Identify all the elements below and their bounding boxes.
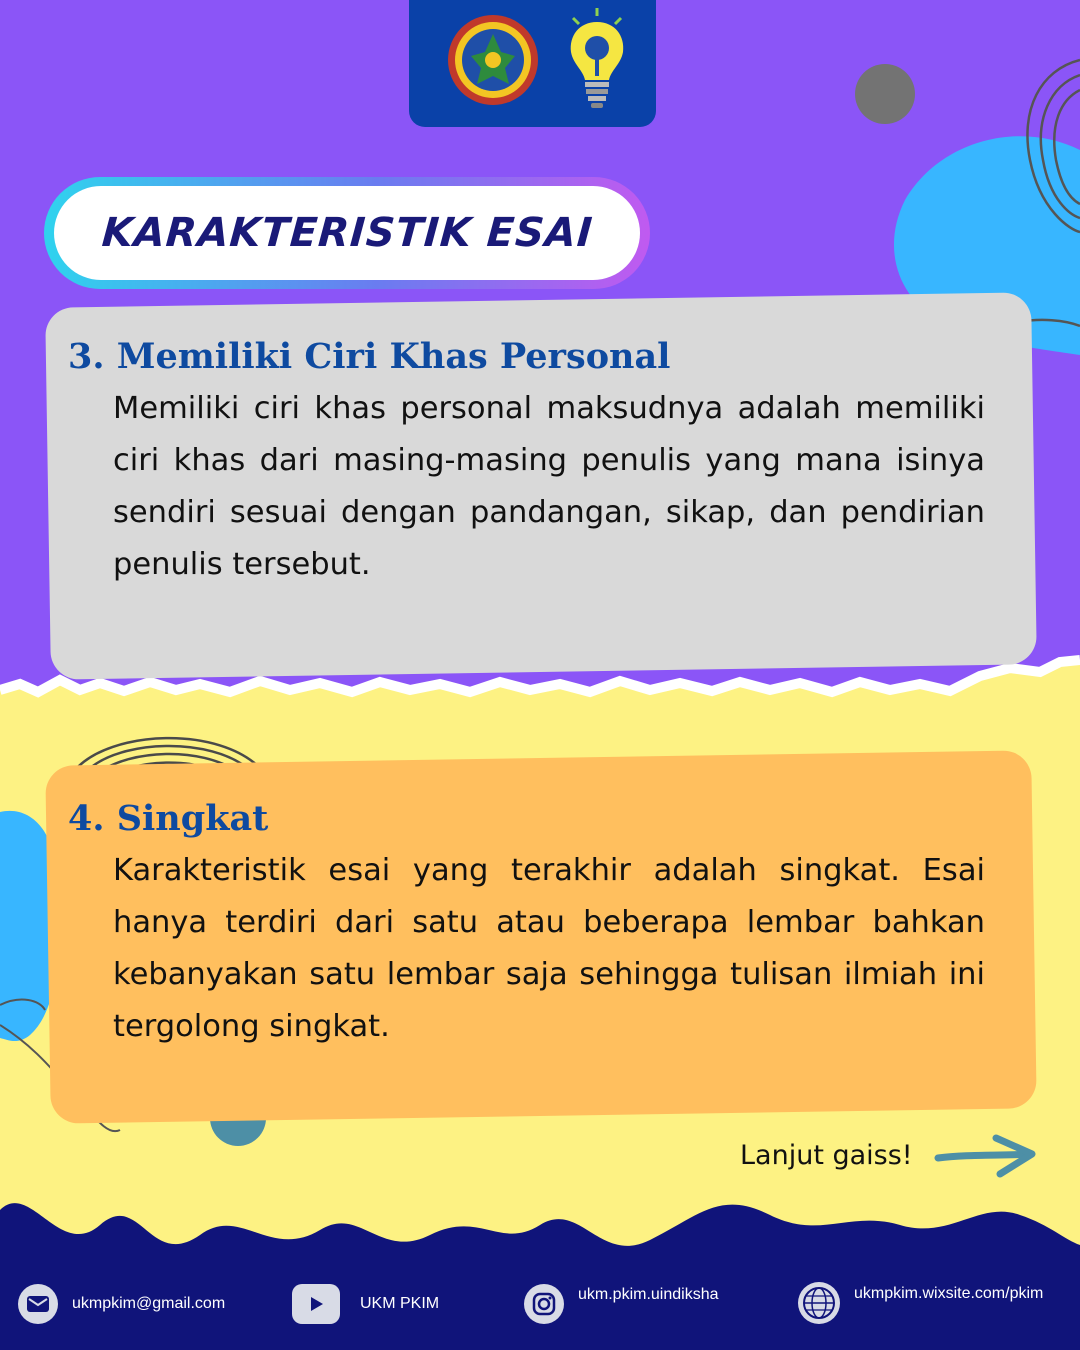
footer-youtube-text: UKM PKIM [360,1295,440,1312]
footer-email-text: ukmpkim@gmail.com [72,1295,226,1312]
page-title: KARAKTERISTIK ESAI [99,210,595,256]
university-logo [445,12,541,108]
section-number: 3. [68,336,105,377]
section-heading: Memiliki Ciri Khas Personal [116,336,671,377]
footer-email[interactable] [18,1284,225,1324]
section-body: Memiliki ciri khas personal maksudnya adalah memiliki ciri khas dari masing-masing penulis yang mana isinya sendiri sesuai dengan pandangan, sikap, dan pendirian penulis tersebut. [113,391,985,582]
next-label[interactable]: Lanjut gaiss! [740,1140,913,1171]
footer-instagram[interactable] [524,1284,719,1324]
globe-icon [798,1282,840,1324]
gray-dot [855,64,915,124]
footer-website-text: ukmpkim.wixsite.com/pkim [854,1285,1044,1302]
instagram-icon [524,1284,564,1324]
footer-website[interactable] [798,1282,1043,1324]
footer-instagram-text: ukm.pkim.uindiksha [578,1286,719,1303]
footer-youtube[interactable] [292,1284,439,1324]
youtube-icon [292,1284,340,1324]
section-number: 4. [68,798,105,839]
section-body: Karakteristik esai yang terakhir adalah singkat. Esai hanya terdiri dari satu atau beberapa lembar bahkan kebanyakan satu lembar saja sehingga tulisan ilmiah ini tergolong singkat. [113,853,985,1044]
lightbulb-logo [561,6,633,114]
title-pill [44,177,650,289]
logo-banner [409,0,656,127]
arrow-right-icon[interactable] [930,1130,1040,1180]
section-3-content [68,336,988,591]
mail-icon [18,1284,58,1324]
section-4-content [68,798,988,1053]
section-heading: Singkat [116,798,269,839]
